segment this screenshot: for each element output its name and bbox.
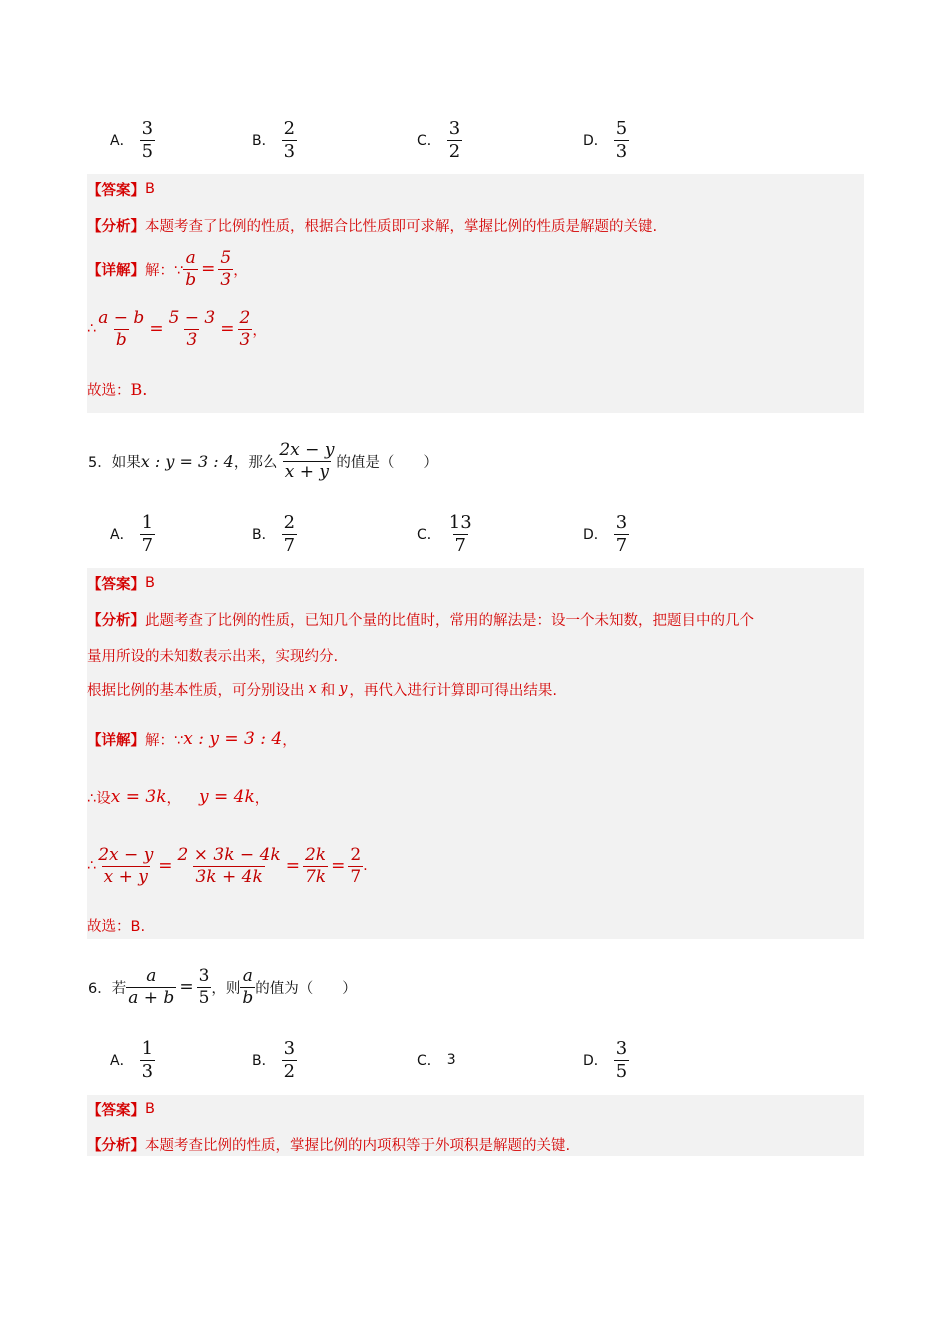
text-span: 2 xyxy=(448,140,461,162)
text-span: A． xyxy=(110,1053,134,1069)
text-span: . xyxy=(363,858,368,874)
text-span: 本题考查了比例的性质，根据合比性质即可求解，掌握比例的性质是解题的关键. xyxy=(145,218,658,235)
fraction xyxy=(218,247,233,290)
answer-line xyxy=(87,178,155,200)
text-span: b xyxy=(242,987,254,1008)
text-span: 的值是（ ） xyxy=(336,454,438,471)
text-span: ， xyxy=(166,790,181,807)
q6-option-c[interactable] xyxy=(417,1034,456,1086)
text-span: y xyxy=(339,681,348,697)
text-span: 5 xyxy=(615,1060,628,1082)
text-span: 2 xyxy=(283,1060,296,1082)
q5-options xyxy=(0,508,950,560)
text-span: a xyxy=(242,965,253,986)
text-span: 6． xyxy=(88,980,112,997)
text-span: 【分析】 xyxy=(87,1137,145,1154)
text-span: 2k xyxy=(304,844,327,865)
text-span: 根据比例的基本性质，可分别设出 xyxy=(87,682,305,699)
q4-option-a[interactable] xyxy=(110,114,155,166)
fraction xyxy=(614,1037,629,1082)
text-span: x + y xyxy=(103,866,148,887)
fraction xyxy=(96,307,146,350)
text-span: 2 xyxy=(283,511,296,533)
fraction xyxy=(447,117,462,162)
text-span: ， xyxy=(254,790,270,807)
text-span: 解：∵ xyxy=(145,732,184,749)
fraction xyxy=(348,844,363,887)
set-line xyxy=(87,784,269,810)
q4-options xyxy=(0,114,950,166)
text-span: 5 xyxy=(198,987,210,1008)
text-span: 3 xyxy=(615,511,628,533)
text-span: 的值为（ ） xyxy=(255,980,357,997)
fraction xyxy=(176,844,283,887)
text-span: ，那么 xyxy=(233,454,278,471)
text-span: 7 xyxy=(615,534,628,556)
q5-option-a[interactable] xyxy=(110,508,155,560)
text-span: ， xyxy=(252,322,267,339)
analysis-line xyxy=(87,608,754,630)
q4-option-c[interactable] xyxy=(417,114,462,166)
analysis-line-2 xyxy=(87,644,338,666)
text-span: 5． xyxy=(88,454,112,471)
text-span: 3 xyxy=(283,140,296,162)
text-span: 2 xyxy=(350,844,362,865)
text-span: ∴ xyxy=(87,321,97,337)
text-span: 【答案】 xyxy=(87,1102,145,1119)
text-span: 【详解】 xyxy=(87,732,145,749)
text-span: 本题考查比例的性质，掌握比例的内项积等于外项积是解题的关键. xyxy=(145,1137,571,1154)
answer-line xyxy=(87,1098,155,1120)
text-span: a xyxy=(146,965,157,986)
text-span: A． xyxy=(110,133,134,149)
text-span: 故选： xyxy=(87,382,131,399)
text-span: 【答案】 xyxy=(87,576,145,593)
conclusion-line xyxy=(87,914,145,936)
text-span: ， xyxy=(282,732,297,749)
text-span: 解：∵ xyxy=(145,262,184,279)
fraction xyxy=(282,117,297,162)
text-span: D． xyxy=(583,1053,608,1069)
q4-option-b[interactable] xyxy=(252,114,297,166)
text-span: B xyxy=(145,181,155,197)
option-value: 3 xyxy=(446,1052,456,1068)
text-span: 7 xyxy=(350,866,362,887)
text-span: 2x − y xyxy=(279,439,335,460)
text-span: D． xyxy=(583,133,608,149)
text-span: = xyxy=(149,319,164,339)
fraction xyxy=(303,844,328,887)
text-span: 2 xyxy=(239,307,251,328)
calc-line xyxy=(87,840,368,892)
text-span: x : y = 3 : 4 xyxy=(183,729,283,749)
text-span: C． xyxy=(417,133,441,149)
text-span: 故选：B. xyxy=(87,918,146,935)
text-span: B． xyxy=(252,1053,276,1069)
text-span: 2 × 3k − 4k xyxy=(177,844,281,865)
text-span: 3 xyxy=(283,1037,296,1059)
text-span: 3 xyxy=(198,965,210,986)
fraction xyxy=(614,511,629,556)
conclusion-line xyxy=(87,378,147,400)
q6-options xyxy=(0,1034,950,1086)
text-span: B． xyxy=(252,527,276,543)
text-span: y = 4k xyxy=(199,787,255,807)
text-span: = xyxy=(331,856,346,876)
fraction xyxy=(197,965,212,1008)
fraction xyxy=(96,844,155,887)
text-span: D． xyxy=(583,527,608,543)
fraction xyxy=(447,511,474,556)
q4-option-d[interactable] xyxy=(583,114,629,166)
text-span: 2x − y xyxy=(98,844,154,865)
analysis-line xyxy=(87,214,657,236)
fraction xyxy=(277,439,336,482)
q5-option-c[interactable] xyxy=(417,508,474,560)
detail-line xyxy=(87,726,297,752)
text-span: x xyxy=(308,681,317,697)
text-span: x : y = 3 : 4 xyxy=(140,451,234,471)
step-line xyxy=(87,306,267,352)
q5-answer-block xyxy=(87,568,864,939)
text-span: 3k + 4k xyxy=(195,866,263,887)
text-span: 3 xyxy=(141,117,154,139)
q6-option-d[interactable] xyxy=(583,1034,629,1086)
text-span: x = 3k xyxy=(110,787,167,807)
text-span: 3 xyxy=(141,1060,154,1082)
text-span: 5 − 3 xyxy=(168,307,216,328)
text-span: ∴ xyxy=(87,858,97,874)
text-span: 3 xyxy=(239,329,251,350)
text-span: C． xyxy=(417,527,441,543)
q5-option-d[interactable] xyxy=(583,508,629,560)
text-span: B． xyxy=(252,133,276,149)
fraction xyxy=(240,965,255,1008)
text-span: 1 xyxy=(141,511,154,533)
text-span: 和 xyxy=(320,682,336,699)
q6-option-b[interactable] xyxy=(252,1034,297,1086)
fraction xyxy=(614,117,629,162)
text-span: ，则 xyxy=(211,980,241,997)
answer-line xyxy=(87,572,155,594)
detail-line xyxy=(87,246,248,292)
fraction xyxy=(183,247,198,290)
text-span: A． xyxy=(110,527,134,543)
text-span: x + y xyxy=(284,461,330,482)
text-span: 5 xyxy=(141,140,154,162)
text-span: = xyxy=(158,856,173,876)
text-span: B. xyxy=(130,379,148,399)
text-span: 7 xyxy=(283,534,296,556)
text-span: a − b xyxy=(98,307,145,328)
fraction xyxy=(238,307,253,350)
text-span: 3 xyxy=(186,329,198,350)
text-span: 3 xyxy=(220,269,232,290)
text-span: = xyxy=(179,977,194,997)
text-span: ，再代入进行计算即可得出结果. xyxy=(349,682,557,699)
fraction xyxy=(167,307,218,350)
fraction xyxy=(282,511,297,556)
q5-question xyxy=(88,435,438,487)
text-span: B xyxy=(145,1101,155,1117)
text-span: B xyxy=(145,575,155,591)
text-span: 若 xyxy=(111,980,127,997)
text-span: = xyxy=(285,856,300,876)
analysis-line xyxy=(87,1133,570,1155)
text-span: 1 xyxy=(141,1037,154,1059)
fraction xyxy=(140,1037,155,1082)
text-span: C． xyxy=(417,1053,441,1069)
text-span: 3 xyxy=(448,117,461,139)
text-span: 此题考查了比例的性质，已知几个量的比值时，常用的解法是：设一个未知数，把题目中的几个 xyxy=(145,612,754,629)
fraction xyxy=(140,511,155,556)
fraction xyxy=(140,117,155,162)
text-span: 5 xyxy=(220,247,232,268)
q5-option-b[interactable] xyxy=(252,508,297,560)
q4-answer-block xyxy=(87,174,864,413)
fraction xyxy=(126,965,176,1008)
text-span: b xyxy=(185,269,197,290)
text-span: ， xyxy=(233,262,248,279)
fraction xyxy=(282,1037,297,1082)
text-span: = xyxy=(201,259,216,279)
text-span: 3 xyxy=(615,1037,628,1059)
q6-answer-block xyxy=(87,1095,864,1156)
text-span: 【分析】 xyxy=(87,218,145,235)
text-span: 7 xyxy=(454,534,466,556)
text-span: 2 xyxy=(283,117,296,139)
q6-question xyxy=(88,962,357,1012)
text-span: 【答案】 xyxy=(87,182,145,199)
text-span: a + b xyxy=(128,987,175,1008)
text-span: ∴设 xyxy=(87,790,111,807)
text-span: 如果 xyxy=(111,454,141,471)
text-span: 3 xyxy=(615,140,628,162)
text-span: b xyxy=(115,329,127,350)
analysis-line-3 xyxy=(87,678,557,700)
text-span: 7 xyxy=(141,534,154,556)
text-span: 7k xyxy=(304,866,327,887)
text-span: 5 xyxy=(615,117,628,139)
text-span: = xyxy=(220,319,235,339)
q6-option-a[interactable] xyxy=(110,1034,155,1086)
text-span: 13 xyxy=(448,511,472,533)
text-span: a xyxy=(185,247,196,268)
text-span: 【分析】 xyxy=(87,612,145,629)
text-span: 量用所设的未知数表示出来，实现约分. xyxy=(87,648,339,665)
text-span: 【详解】 xyxy=(87,262,145,279)
